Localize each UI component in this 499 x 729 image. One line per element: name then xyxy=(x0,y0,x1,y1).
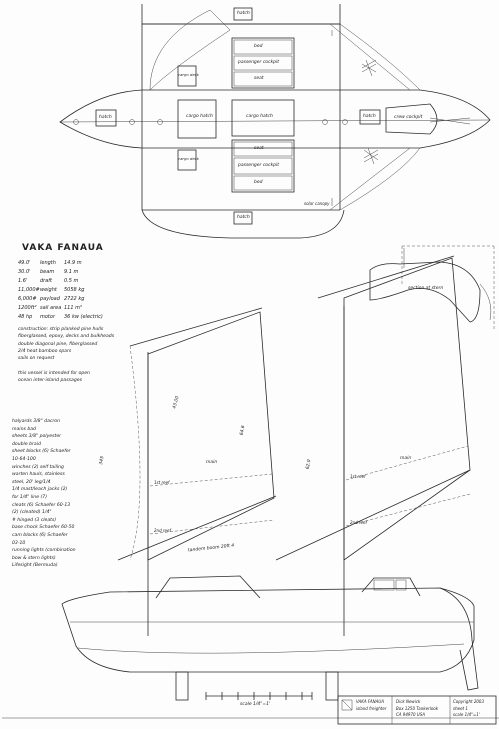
label-seat-top: seat xyxy=(254,76,264,81)
spec-row: 49.0' length 14.9 m xyxy=(18,260,82,266)
label-reef1-right: 1st reef xyxy=(350,474,366,479)
left-sail xyxy=(148,312,274,560)
rig-note: cam blocks (6) Schaefer xyxy=(12,532,68,538)
spec-row: 1200ft² sail area 111 m² xyxy=(18,305,83,311)
label-cargo-deck-top: cargo deck xyxy=(178,72,199,77)
label-hatch-top: hatch xyxy=(237,11,250,16)
label-seat-bottom: seat xyxy=(254,146,264,151)
left-keel xyxy=(176,672,188,700)
main-hull xyxy=(60,90,490,148)
rig-note: steel, 20' leg/1/4 xyxy=(12,479,51,485)
rig-note: sheets 3/8" polyester xyxy=(12,434,62,440)
purpose-line: ocean inter-island passages xyxy=(18,378,82,384)
label-reef2-right: 2nd reef xyxy=(350,520,367,525)
label-cargo-hatch-center: cargo hatch xyxy=(246,114,273,119)
spec-row: 48 hp motor 36 kw (electric) xyxy=(18,314,103,320)
title-block-line: Copyright 2003 xyxy=(453,699,484,704)
label-reef1-left: 1st reef xyxy=(154,480,170,485)
rig-note: halyards 3/8" dacron xyxy=(12,419,61,424)
label-passenger-cockpit-top: passenger cockpit xyxy=(238,60,280,65)
construction-line: sails on request xyxy=(18,356,55,362)
title-block-designer xyxy=(396,699,438,719)
right-yard xyxy=(318,256,454,298)
title-block-name xyxy=(356,699,386,712)
scale-ruler xyxy=(206,692,312,700)
purpose-line: this vessel is intended for open xyxy=(18,371,90,376)
label-bed-top: bed xyxy=(254,44,263,49)
label-left-luff: 345 xyxy=(99,455,106,466)
label-solar-canopy: solar canopy xyxy=(304,201,330,206)
title-block-line: Dick Newick xyxy=(396,699,421,704)
left-yard xyxy=(130,308,262,346)
rig-note: Lifesight (Bermuda) xyxy=(12,563,58,569)
purpose-notes xyxy=(18,370,90,385)
rig-note: 10-64-100 xyxy=(12,456,36,462)
title-block-line: scale 1/4"=1' xyxy=(453,712,480,717)
construction-line: construction: strip planked pine hulls xyxy=(18,327,104,332)
right-keel xyxy=(326,672,338,700)
label-crew-cockpit: crew cockpit xyxy=(394,115,423,120)
rig-note: winches (2) self tailing xyxy=(12,464,64,470)
title-block-line: island freighter xyxy=(356,705,387,711)
construction-line: 2/4 heat bamboo spars xyxy=(18,348,72,354)
rig-note: (2) (cleated) 1/4" xyxy=(12,510,52,516)
rig-note: warten hauls, stainless xyxy=(12,472,65,478)
rig-note: base chock Schaefer 60-50 xyxy=(12,525,75,531)
spec-row: 11,000#weight 5058 kg xyxy=(18,287,85,293)
right-boom xyxy=(276,470,470,560)
rig-notes xyxy=(12,418,76,570)
drawing-title: VAKA FANAUA xyxy=(22,243,104,253)
rig-note: for 1/4" line (7) xyxy=(12,494,48,500)
hull-profile xyxy=(62,588,474,672)
label-passenger-cockpit-bottom: passenger cockpit xyxy=(238,163,280,168)
construction-notes xyxy=(18,326,114,362)
rig-note: # hinged (3 cleats) xyxy=(12,517,57,523)
label-bed-bottom: bed xyxy=(254,180,263,185)
construction-line: fiberglassed, epoxy, decks and bulkheads xyxy=(18,334,115,340)
label-right-leech: 62.0 xyxy=(305,459,313,470)
label-left-leech: 64.6 xyxy=(239,425,247,436)
rig-note: sheet blocks (6) Schaefer xyxy=(12,449,71,455)
cargo-hatch-left xyxy=(178,100,216,138)
right-sail xyxy=(344,258,470,560)
label-section-at-stern: section at stern xyxy=(408,286,444,291)
title-block-line: sheet 1 xyxy=(453,705,468,711)
label-hatch-left: hatch xyxy=(99,115,112,120)
label-scale: scale 1/4"=1' xyxy=(240,702,271,707)
rig-note: double braid xyxy=(12,441,41,447)
rig-note: 1/4 mast/leach jacks (2) xyxy=(12,487,68,493)
construction-line: double diagonal pine, fiberglassed xyxy=(18,341,98,347)
label-cargo-hatch-left: cargo hatch xyxy=(186,114,213,119)
rig-note: running lights (combination xyxy=(12,548,76,554)
label-hatch-right: hatch xyxy=(363,114,376,119)
deck-frame xyxy=(142,24,340,210)
label-cargo-deck-bottom: cargo deck xyxy=(178,156,199,161)
title-block-line: VAKA FANAUA xyxy=(356,699,385,704)
label-foot: tandem boom 20ft 4 xyxy=(187,543,235,554)
rig-note: mains bad xyxy=(12,426,36,432)
label-reef2-left: 2nd reef xyxy=(154,528,171,533)
spec-row: 1.6' draft 0.5 m xyxy=(18,278,79,284)
title-block-line: Box 1250 Tankerlook xyxy=(396,705,439,711)
label-left-center: main xyxy=(206,460,218,465)
label-right-center: main xyxy=(400,456,412,461)
label-hatch-bottom: hatch xyxy=(237,215,250,220)
title-block-date xyxy=(453,699,484,719)
stern-section xyxy=(370,262,480,322)
rig-note: bow & stern lights) xyxy=(12,555,56,561)
rig-note: 03-10 xyxy=(12,540,26,546)
spec-row: 6,000# payload 2722 kg xyxy=(18,296,85,302)
label-left-diag: 43.00 xyxy=(172,395,181,410)
rig-note: cleats (6) Schaefer 60-13 xyxy=(12,502,71,508)
title-block-line: CA 94970 USA xyxy=(396,712,425,717)
spec-row: 30.0' beam 9.1 m xyxy=(18,269,79,275)
